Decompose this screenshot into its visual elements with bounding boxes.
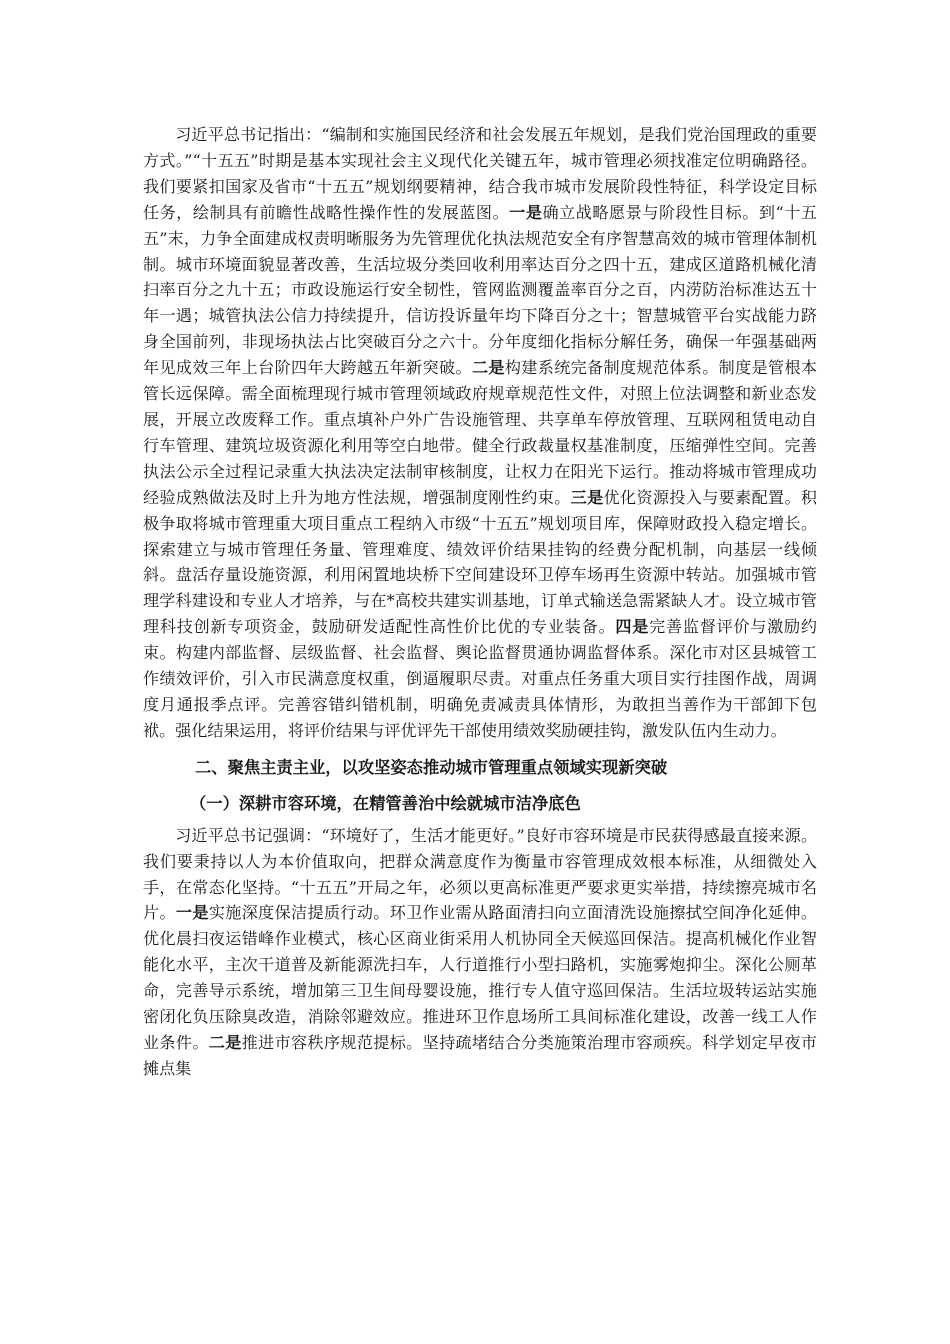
subsection-heading: （一）深耕市容环境，在精管善治中绘就城市洁净底色	[190, 793, 581, 813]
point-marker-four: 四是	[615, 617, 650, 637]
paragraph-text: 优化资源投入与要素配置。积极争取将城市管理重大项目重点工程纳入市级“十五五”规划项目库，保障财政投入稳定增长。探索建立与城市管理任务量、管理难度、绩效评价结果挂钩的经费分配机制，向基层一线倾斜。盘活存量设施资源，利用闲置地块桥下空间建设环卫停车场再生资源中转站。加强城市管理学科建设和专业人才培养，与在*高校共建实训基地，订单式输送急需紧缺人才。设立城市管理科技创新专项资金，鼓励研发适配性高性价比优的专业装备。	[143, 487, 818, 637]
point-marker-two: 二是	[208, 1033, 242, 1052]
paragraph-text: 习近平总书记指出：“编制和实施国民经济和社会发展五年规划，是我们党治国理政的重要方式。”“十五五”时期是基本实现社会主义现代化关键五年，城市管理必须找准定位明确路径。我们要紧扣国家及省市“十五五”规划纲要精神，结合我市城市发展阶段性特征，科学设定目标任务，绘制具有前瞻性战略性操作性的发展蓝图。	[143, 125, 817, 222]
section-heading: 二、聚焦主责主业，以攻坚姿态推动城市管理重点领域实现新突破	[195, 757, 668, 777]
point-marker-one: 一是	[509, 202, 543, 222]
point-marker-two: 二是	[471, 358, 505, 378]
paragraph-text: 习近平总书记强调：“环境好了，生活才能更好。”良好市容环境是市民获得感最直接来源。我们要秉持以人为本价值取向，把群众满意度作为衡量市容管理成效根本标准，从细微处入手，在常态化坚持。“十五五”开局之年，必须以更高标准更严要求更实举措，持续擦亮城市名片。	[143, 825, 817, 923]
paragraph-text: 确立战略愿景与阶段性目标。到“十五五”末，力争全面建成权责明晰服务为先管理优化执法规范安全有序智慧高效的城市管理体制机制。城市环境面貌显著改善，生活垃圾分类回收利用率达百分之四十五，建成区道路机械化清扫率百分之九十五；市政设施运行安全韧性，管网监测覆盖率百分之百，内涝防治标准达五十年一遇；城管执法公信力持续提升，信访投诉量年均下降百分之十；智慧城管平台实战能力跻身全国前列，非现场执法占比突破百分之六十。分年度细化指标分解任务，确保一年强基础两年见成效三年上台阶四年大跨越五年新突破。	[143, 202, 818, 378]
point-marker-one: 一是	[175, 903, 209, 923]
body-paragraph-environment	[143, 823, 817, 1082]
point-marker-three: 三是	[570, 487, 604, 507]
paragraph-text: 实施深度保洁提质行动。环卫作业需从路面清扫向立面清洗设施擦拭空间净化延伸。优化晨扫夜运错峰作业模式，核心区商业街采用人机协同全天候巡回保洁。提高机械化作业智能化水平，主次干道普及新能源洗扫车，人行道推行小型扫路机，实施雾炮抑尘。深化公厕革命，完善导示系统，增加第三卫生间母婴设施，推行专人值守巡回保洁。生活垃圾转运站实施密闭化负压除臭改造，消除邻避效应。推进环卫作息场所工具间标准化建设，改善一线工人作业条件。	[143, 903, 818, 1052]
body-paragraph-strategy	[143, 122, 817, 744]
paragraph-text: 完善监督评价与激励约束。构建内部监督、层级监督、社会监督、舆论监督贯通协调监督体系。深化市对区县城管工作绩效评价，引入市民满意度权重，倒逼履职尽责。对重点任务重大项目实行挂图作战，周调度月通报季点评。完善容错纠错机制，明确免责减责具体情形，为敢担当善作为干部卸下包袱。强化结果运用，将评价结果与评优评先干部使用绩效奖励硬挂钩，激发队伍内生动力。	[143, 617, 818, 740]
paragraph-text: 推进市容秩序规范提标。坚持疏堵结合分类施策治理市容顽疾。科学划定早夜市摊点集	[143, 1033, 818, 1078]
paragraph-text: 构建系统完备制度规范体系。制度是管根本管长远保障。需全面梳理现行城市管理领域政府规章规范性文件，对照上位法调整和新业态发展，开展立改废释工作。重点填补户外广告设施管理、共享单车停放管理、互联网租赁电动自行车管理、建筑垃圾资源化利用等空白地带。健全行政裁量权基准制度，压缩弹性空间。完善执法公示全过程记录重大执法决定法制审核制度，让权力在阳光下运行。推动将城市管理成功经验成熟做法及时上升为地方性法规，增强制度刚性约束。	[143, 358, 818, 507]
document-page	[143, 122, 817, 1082]
